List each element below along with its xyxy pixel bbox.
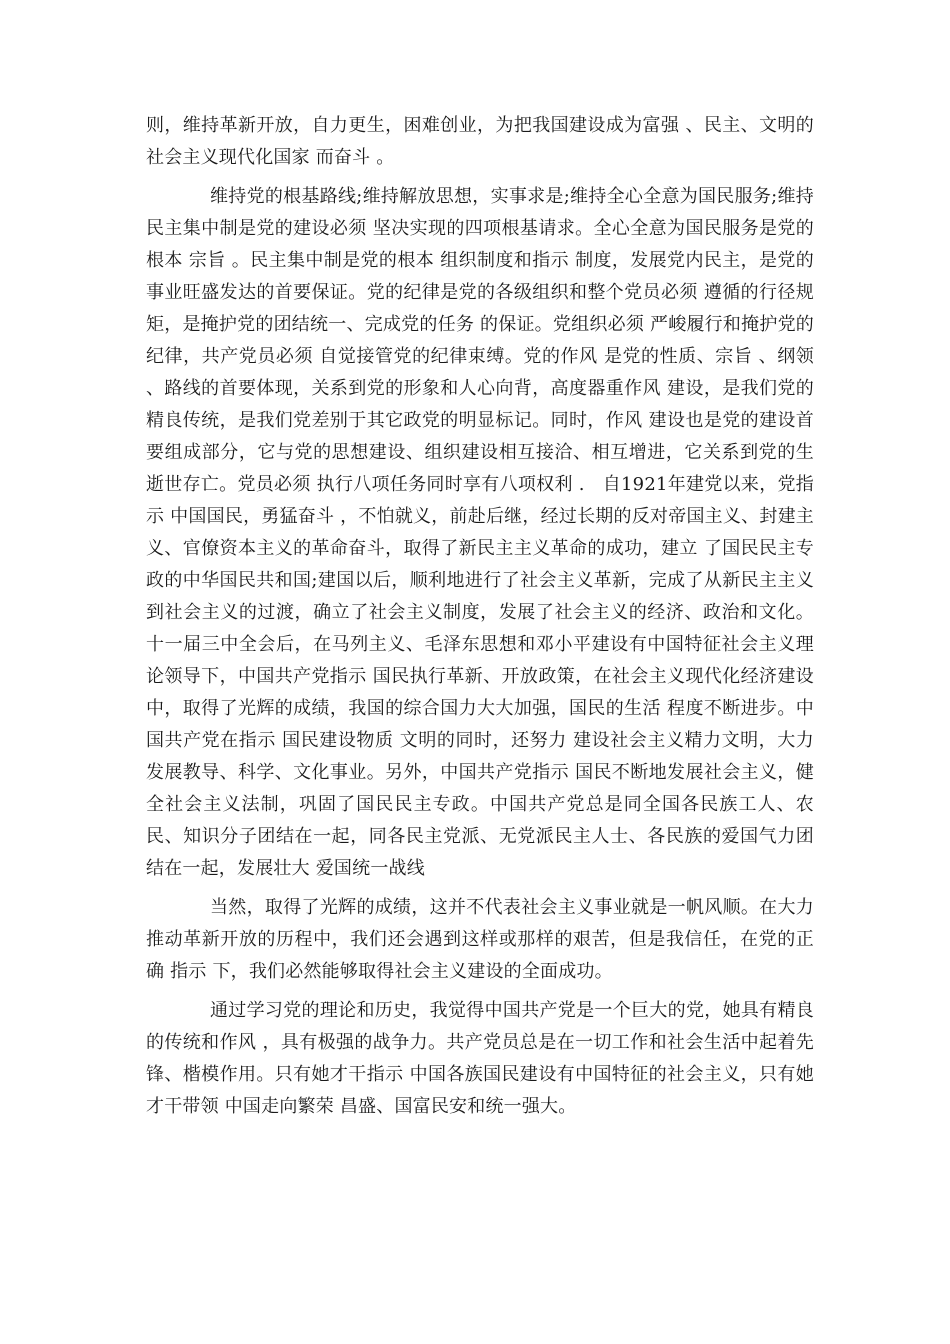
- document-body: [146, 110, 820, 1130]
- paragraph-achievements: 当然，取得了光辉的成绩，这并不代表社会主义事业就是一帆风顺。在大力推动革新开放的历程中，我们还会遇到这样或那样的艰苦，但是我信任，在党的正确 指示 下，我们必然能够取得社会主义建设的全面成功。: [146, 897, 814, 982]
- paragraph-party-line: 维持党的根基路线;维持解放思想，实事求是;维持全心全意为国民服务;维持民主集中制是党的建设必须 坚决实现的四项根基请求。全心全意为国民服务是党的根本 宗旨 。民主集中制是党的根本 组织制度和指示 制度，发展党内民主，是党的事业旺盛发达的首要保证。党的纪律是党的各级组织和整个党员必须 遵循的行径规矩，是掩护党的团结统一、完成党的任务 的保证。党组织必须 严峻履行和掩护党的纪律，共产党员必须 自觉接管党的纪律束缚。党的作风 是党的性质、宗旨 、纲领 、路线的首要体现，关系到党的形象和人心向背，高度器重作风 建设，是我们党的精良传统，是我们党差别于其它政党的明显标记。同时，作风 建设也是党的建设首要组成部分，它与党的思想建设、组织建设相互接洽、相互增进，它关系到党的生逝世存亡。党员必须 执行八项任务同时享有八项权利 . 自1921年建党以来，党指示 中国国民，勇猛奋斗 ，不怕就义，前赴后继，经过长期的反对帝国主义、封建主义、官僚资本主义的革命奋斗，取得了新民主主义革命的成功，建立 了国民民主专政的中华国民共和国;建国以后，顺利地进行了社会主义革新，完成了从新民主主义到社会主义的过渡，确立了社会主义制度，发展了社会主义的经济、政治和文化。十一届三中全会后，在马列主义、毛泽东思想和邓小平建设有中国特征社会主义理论领导下，中国共产党指示 国民执行革新、开放政策，在社会主义现代化经济建设中，取得了光辉的成绩，我国的综合国力大大加强，国民的生活 程度不断进步。中国共产党在指示 国民建设物质 文明的同时，还努力 建设社会主义精力文明，大力发展教导、科学、文化事业。另外，中国共产党指示 国民不断地发展社会主义，健全社会主义法制，巩固了国民民主专政。中国共产党总是同全国各民族工人、农民、知识分子团结在一起，同各民主党派、无党派民主人士、各民族的爱国气力团结在一起，发展壮大 爱国统一战线: [146, 186, 820, 879]
- paragraph-continuation: 则，维持革新开放，自力更生，困难创业，为把我国建设成为富强 、民主、文明的社会主义现代化国家 而奋斗 。: [146, 115, 814, 168]
- paragraph-conclusion: 通过学习党的理论和历史，我觉得中国共产党是一个巨大的党，她具有精良的传统和作风 ，具有极强的战争力。共产党员总是在一切工作和社会生活中起着先锋、楷模作用。只有她才干指示 中国各族国民建设有中国特征的社会主义，只有她才干带领 中国走向繁荣 昌盛、国富民安和统一强大。: [146, 1000, 814, 1117]
